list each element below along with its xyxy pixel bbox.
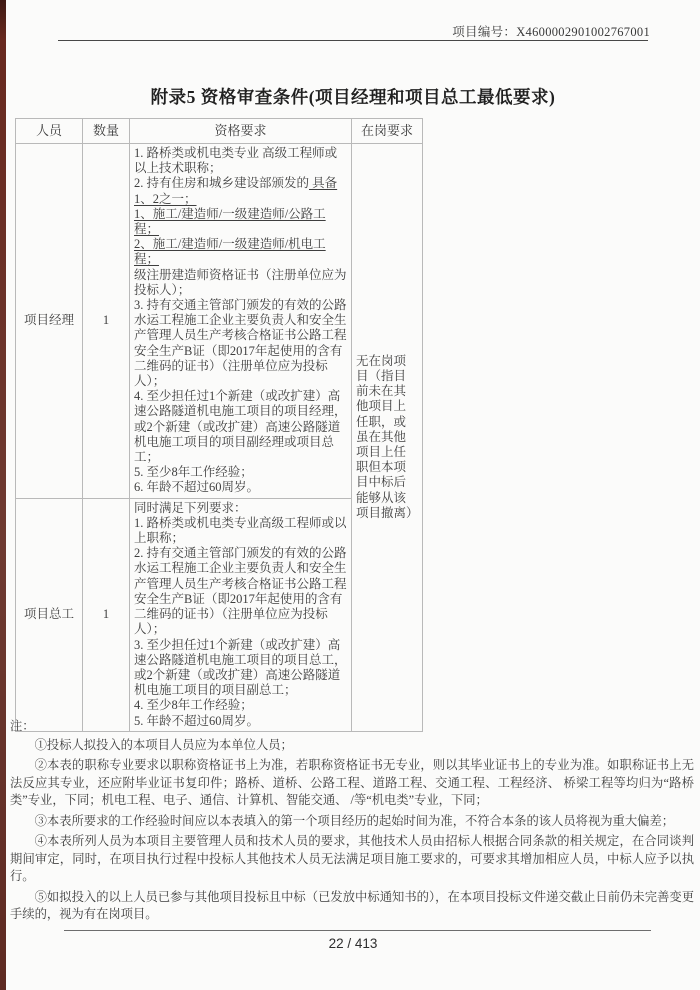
plain-text: 4. 至少担任过1个新建（或改扩建）高速公路隧道机电施工项目的项目经理，或2个新建（或改扩建）高速公路隧道机电施工项目的项目副经理或项目总工； — [134, 389, 347, 465]
plain-text: 级注册建造师资格证书（注册单位应为投标人）； — [134, 267, 347, 297]
person-cell: 项目总工 — [16, 498, 83, 731]
page-number: 22 / 413 — [328, 936, 378, 951]
requirement-paragraph — [134, 546, 347, 637]
header-divider — [58, 40, 648, 41]
requirement-paragraph — [134, 237, 347, 267]
note-item: ⑤如拟投入的以上人员已参与其他项目投标且中标（已发放中标通知书的），在本项目投标文件递交截止日前仍未完善变更手续的，视为有在岗项目。 — [10, 889, 694, 921]
requirements-cell — [130, 144, 352, 499]
plain-text: 3. 持有交通主管部门颁发的有效的公路水运工程施工企业主要负责人和安全生产管理人员生产考核合格证书公路工程安全生产B证（即2017年起使用的含有二维码的证书）（注册单位应为投标人）； — [134, 298, 347, 389]
note-item: ①投标人拟投入的本项目人员应为本单位人员； — [34, 737, 293, 752]
quantity-cell: 1 — [83, 498, 130, 731]
table-row — [16, 144, 423, 499]
requirement-paragraph — [134, 516, 347, 546]
plain-text: 1. 路桥类或机电类专业高级工程师或以上职称； — [134, 515, 347, 546]
notes-label: 注： — [10, 719, 35, 733]
note-item: ②本表的职称专业要求以职称资格证书上为准，若职称资格证书无专业，则以其毕业证书上的专业为准。如职称证书上无法反应其专业，还应附毕业证书复印件；路桥、道桥、公路工程、道路工程、交通工程、工程经济、 桥梁工程等均归为“路桥类”专业，下同；机电工程、电子、通信、计算机、智能交通、 /等“机电类”专业，下同； — [10, 758, 694, 807]
underlined-text: 1、施工/建造师/一级建造师/公路工程； — [134, 206, 326, 237]
requirement-paragraph — [134, 465, 347, 480]
qualification-table — [15, 118, 423, 732]
plain-text: 4. 至少8年工作经验； — [134, 698, 253, 713]
requirement-paragraph — [134, 698, 347, 713]
plain-text: 6. 年龄不超过60周岁。 — [134, 480, 260, 495]
requirement-paragraph — [134, 268, 347, 298]
col-header-quantity: 数量 — [83, 119, 130, 144]
quantity-cell: 1 — [83, 144, 130, 499]
plain-text: 2. 持有交通主管部门颁发的有效的公路水运工程施工企业主要负责人和安全生产管理人员生产考核合格证书公路工程安全生产B证（即2017年起使用的含有二维码的证书）（注册单位应为投标人）； — [134, 546, 347, 637]
underlined-text: 2、施工/建造师/一级建造师/机电工程； — [134, 237, 326, 267]
page-title: 附录5 资格审查条件(项目经理和项目总工最低要求) — [150, 87, 556, 107]
project-number: 项目编号：X4600002901002767001 — [452, 25, 650, 39]
note-item: ③本表所要求的工作经验时间应以本表填入的第一个项目经历的起始时间为准，不符合本条的该人员将视为重大偏差； — [34, 813, 675, 828]
requirement-paragraph — [134, 501, 347, 516]
requirement-paragraph — [134, 176, 347, 206]
underlined-text: 具备1、2之一； — [134, 176, 338, 206]
qualification-table-head — [16, 119, 423, 144]
plain-text: 同时满足下列要求： — [134, 500, 247, 515]
col-header-requirements: 资格要求 — [130, 119, 352, 144]
requirement-paragraph — [134, 298, 347, 389]
person-cell: 项目经理 — [16, 144, 83, 499]
requirement-paragraph — [134, 146, 347, 176]
col-header-on-duty: 在岗要求 — [352, 119, 423, 144]
requirements-cell — [130, 498, 352, 731]
requirement-paragraph — [134, 638, 347, 699]
col-header-person: 人员 — [16, 119, 83, 144]
plain-text: 5. 年龄不超过60周岁。 — [134, 713, 260, 728]
plain-text: 2. 持有住房和城乡建设部颁发的 — [134, 176, 310, 191]
header-row — [16, 119, 423, 144]
notes-list — [10, 737, 694, 924]
note-item: ④本表所列人员为本项目主要管理人员和技术人员的要求，其他技术人员由招标人根据合同条款的相关规定，在合同谈判期间审定，同时，在项目执行过程中投标人其他技术人员无法满足项目施工要求的，可要求其增加相应人员，中标人应予以执行。 — [10, 834, 694, 883]
qualification-table-body — [16, 144, 423, 732]
on-duty-requirement-cell: 无在岗项目（指目前未在其他项目上任职，或虽在其他项目上任职但本项目中标后能够从该项目撤离） — [352, 144, 423, 732]
document-page — [6, 0, 700, 990]
plain-text: 1. 路桥类或机电类专业 高级工程师或以上技术职称； — [134, 146, 338, 176]
requirement-paragraph — [134, 207, 347, 237]
notes-section — [10, 718, 694, 927]
plain-text: 3. 至少担任过1个新建（或改扩建）高速公路隧道机电施工项目的项目总工，或2个新建（或改扩建）高速公路隧道机电施工项目的项目副总工； — [134, 637, 347, 698]
requirement-paragraph — [134, 389, 347, 465]
footer-divider — [64, 930, 651, 931]
plain-text: 5. 至少8年工作经验； — [134, 465, 253, 480]
requirement-paragraph — [134, 480, 347, 495]
